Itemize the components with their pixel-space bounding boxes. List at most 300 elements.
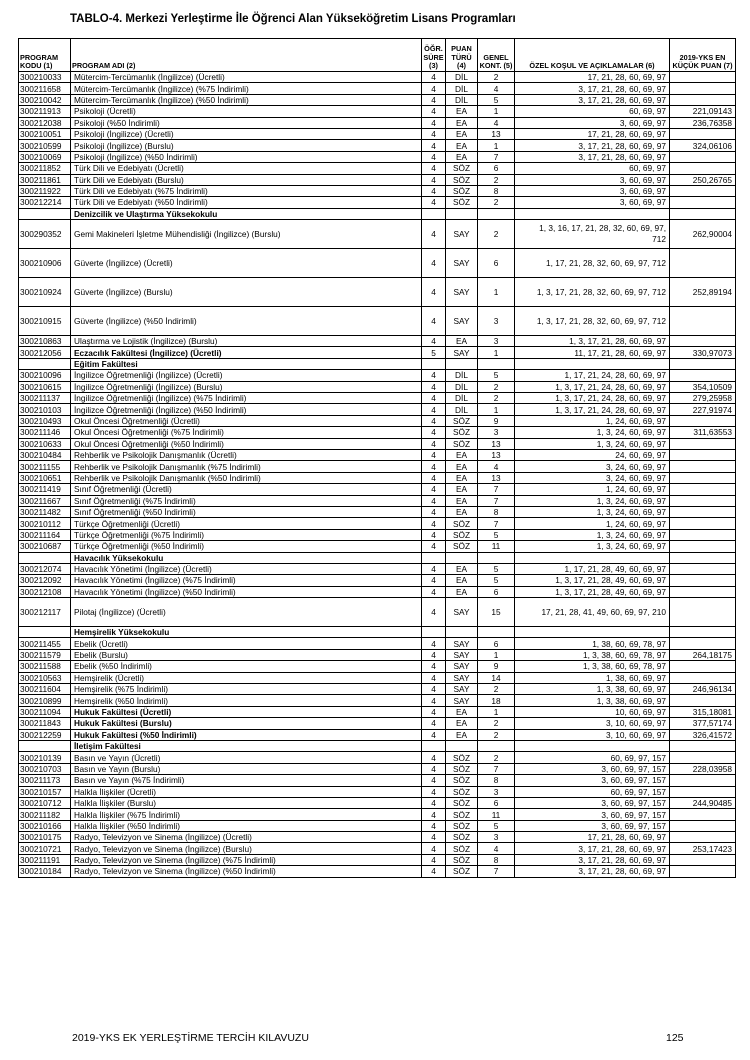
program-min-score: 227,91974 xyxy=(670,404,736,415)
program-duration: 4 xyxy=(422,484,446,495)
program-min-score xyxy=(670,529,736,540)
program-conditions: 60, 69, 97 xyxy=(515,106,670,117)
header-conditions: ÖZEL KOŞUL VE AÇIKLAMALAR (6) xyxy=(515,39,670,72)
program-code: 300210924 xyxy=(19,278,71,307)
section-code-cell xyxy=(19,358,71,369)
table-row xyxy=(19,672,736,683)
program-duration: 4 xyxy=(422,117,446,128)
section-code-cell xyxy=(19,627,71,638)
program-duration: 4 xyxy=(422,472,446,483)
program-duration: 4 xyxy=(422,151,446,162)
section-row xyxy=(19,208,736,219)
program-score-type: SAY xyxy=(446,249,478,278)
program-name: Sınıf Öğretmenliği (%50 İndirimli) xyxy=(71,506,422,517)
program-conditions: 1, 24, 60, 69, 97 xyxy=(515,484,670,495)
program-min-score: 354,10509 xyxy=(670,381,736,392)
program-score-type: SÖZ xyxy=(446,775,478,786)
program-score-type: SÖZ xyxy=(446,541,478,552)
program-duration: 4 xyxy=(422,393,446,404)
program-min-score xyxy=(670,661,736,672)
program-code: 300210899 xyxy=(19,695,71,706)
program-name: Gemi Makineleri İşletme Mühendisliği (İngilizce) (Burslu) xyxy=(71,220,422,249)
program-score-type: SAY xyxy=(446,347,478,358)
program-min-score: 252,89194 xyxy=(670,278,736,307)
table-row xyxy=(19,307,736,336)
program-quota: 4 xyxy=(478,461,515,472)
program-code: 300210703 xyxy=(19,763,71,774)
section-empty-cell xyxy=(515,208,670,219)
header-min-score: 2019-YKS EN KÜÇÜK PUAN (7) xyxy=(670,39,736,72)
program-conditions: 1, 24, 60, 69, 97 xyxy=(515,518,670,529)
program-duration: 4 xyxy=(422,404,446,415)
program-quota: 4 xyxy=(478,83,515,94)
program-min-score: 264,18175 xyxy=(670,649,736,660)
table-row xyxy=(19,752,736,763)
table-row xyxy=(19,495,736,506)
program-min-score xyxy=(670,197,736,208)
program-score-type: SÖZ xyxy=(446,809,478,820)
program-quota: 7 xyxy=(478,495,515,506)
program-score-type: SAY xyxy=(446,307,478,336)
table-row xyxy=(19,151,736,162)
table-row xyxy=(19,472,736,483)
table-row xyxy=(19,729,736,740)
program-quota: 5 xyxy=(478,820,515,831)
program-name: Ebelik (Burslu) xyxy=(71,649,422,660)
program-min-score xyxy=(670,586,736,597)
program-quota: 2 xyxy=(478,381,515,392)
program-score-type: SÖZ xyxy=(446,174,478,185)
program-quota: 5 xyxy=(478,370,515,381)
program-quota: 1 xyxy=(478,347,515,358)
program-score-type: SÖZ xyxy=(446,163,478,174)
program-min-score: 315,18081 xyxy=(670,706,736,717)
program-code: 300212117 xyxy=(19,598,71,627)
program-quota: 7 xyxy=(478,151,515,162)
program-duration: 4 xyxy=(422,278,446,307)
program-conditions-line1: 1, 3, 16, 17, 21, 28, 32, 60, 69, 97, xyxy=(539,223,666,234)
program-conditions: 1, 3, 24, 60, 69, 97 xyxy=(515,438,670,449)
program-score-type: SÖZ xyxy=(446,185,478,196)
program-quota: 7 xyxy=(478,484,515,495)
table-row xyxy=(19,415,736,426)
program-name: Radyo, Televizyon ve Sinema (İngilizce) (%75 İndirimli) xyxy=(71,854,422,865)
program-score-type: SAY xyxy=(446,661,478,672)
table-row xyxy=(19,370,736,381)
program-conditions: 1, 17, 21, 28, 49, 60, 69, 97 xyxy=(515,563,670,574)
program-duration: 4 xyxy=(422,575,446,586)
program-name: Havacılık Yönetimi (İngilizce) (Ücretli) xyxy=(71,563,422,574)
program-duration: 4 xyxy=(422,797,446,808)
program-code: 300212259 xyxy=(19,729,71,740)
program-min-score: 324,06106 xyxy=(670,140,736,151)
program-name: Türk Dili ve Edebiyatı (Ücretli) xyxy=(71,163,422,174)
program-duration: 5 xyxy=(422,347,446,358)
program-code: 300210042 xyxy=(19,94,71,105)
program-code: 300211146 xyxy=(19,427,71,438)
program-quota: 3 xyxy=(478,307,515,336)
program-quota: 8 xyxy=(478,854,515,865)
program-quota: 5 xyxy=(478,529,515,540)
program-name: Mütercim-Tercümanlık (İngilizce) (Ücretli) xyxy=(71,72,422,83)
table-row xyxy=(19,575,736,586)
program-quota: 11 xyxy=(478,809,515,820)
program-code: 300211419 xyxy=(19,484,71,495)
program-score-type: EA xyxy=(446,472,478,483)
program-conditions: 3, 60, 69, 97, 157 xyxy=(515,797,670,808)
program-name: Okul Öncesi Öğretmenliği (%50 İndirimli) xyxy=(71,438,422,449)
program-quota: 1 xyxy=(478,278,515,307)
table-row xyxy=(19,381,736,392)
program-conditions: 1, 38, 60, 69, 78, 97 xyxy=(515,638,670,649)
program-code: 300210721 xyxy=(19,843,71,854)
program-score-type: SAY xyxy=(446,684,478,695)
program-score-type: SAY xyxy=(446,672,478,683)
program-name: Halkla İlişkiler (%75 İndirimli) xyxy=(71,809,422,820)
program-quota: 1 xyxy=(478,140,515,151)
program-conditions: 3, 60, 69, 97, 157 xyxy=(515,763,670,774)
program-score-type: EA xyxy=(446,563,478,574)
program-score-type: EA xyxy=(446,106,478,117)
program-score-type: DİL xyxy=(446,404,478,415)
program-code: 300211604 xyxy=(19,684,71,695)
program-score-type: SÖZ xyxy=(446,854,478,865)
program-code: 300290352 xyxy=(19,220,71,249)
program-min-score xyxy=(670,438,736,449)
program-duration: 4 xyxy=(422,832,446,843)
program-conditions: 3, 60, 69, 97, 157 xyxy=(515,775,670,786)
program-min-score xyxy=(670,94,736,105)
program-code: 300212108 xyxy=(19,586,71,597)
program-code: 300211852 xyxy=(19,163,71,174)
table-row xyxy=(19,94,736,105)
program-score-type: SAY xyxy=(446,278,478,307)
program-min-score xyxy=(670,775,736,786)
program-duration: 4 xyxy=(422,752,446,763)
program-duration: 4 xyxy=(422,843,446,854)
program-name: İngilizce Öğretmenliği (İngilizce) (%75 İndirimli) xyxy=(71,393,422,404)
program-min-score xyxy=(670,449,736,460)
program-conditions: 17, 21, 28, 60, 69, 97 xyxy=(515,128,670,139)
table-row xyxy=(19,638,736,649)
program-score-type: DİL xyxy=(446,72,478,83)
section-row xyxy=(19,552,736,563)
program-score-type: EA xyxy=(446,336,478,347)
program-min-score xyxy=(670,854,736,865)
program-name: Türkçe Öğretmenliği (Ücretli) xyxy=(71,518,422,529)
program-duration: 4 xyxy=(422,695,446,706)
program-conditions: 3, 10, 60, 69, 97 xyxy=(515,718,670,729)
program-code: 300210633 xyxy=(19,438,71,449)
program-duration: 4 xyxy=(422,185,446,196)
program-score-type: DİL xyxy=(446,370,478,381)
program-quota: 4 xyxy=(478,117,515,128)
program-conditions: 1, 3, 24, 60, 69, 97 xyxy=(515,529,670,540)
program-conditions: 1, 3, 17, 21, 28, 49, 60, 69, 97 xyxy=(515,575,670,586)
program-min-score xyxy=(670,163,736,174)
program-score-type: EA xyxy=(446,495,478,506)
program-name: Okul Öncesi Öğretmenliği (Ücretli) xyxy=(71,415,422,426)
program-duration: 4 xyxy=(422,461,446,472)
table-row xyxy=(19,461,736,472)
section-empty-cell xyxy=(515,552,670,563)
section-empty-cell xyxy=(422,552,446,563)
program-score-type: EA xyxy=(446,117,478,128)
program-min-score xyxy=(670,495,736,506)
section-empty-cell xyxy=(670,552,736,563)
program-conditions: 1, 3, 17, 21, 24, 28, 60, 69, 97 xyxy=(515,404,670,415)
program-code: 300211667 xyxy=(19,495,71,506)
program-code: 300211455 xyxy=(19,638,71,649)
program-score-type: DİL xyxy=(446,83,478,94)
program-code: 300210051 xyxy=(19,128,71,139)
program-duration: 4 xyxy=(422,763,446,774)
program-min-score: 326,41572 xyxy=(670,729,736,740)
program-score-type: SÖZ xyxy=(446,832,478,843)
program-name: Havacılık Yönetimi (İngilizce) (%50 İndirimli) xyxy=(71,586,422,597)
program-code: 300211191 xyxy=(19,854,71,865)
header-row xyxy=(19,39,736,72)
program-score-type: EA xyxy=(446,128,478,139)
program-name: Rehberlik ve Psikolojik Danışmanlık (Ücretli) xyxy=(71,449,422,460)
program-min-score: 262,90004 xyxy=(670,220,736,249)
table-row xyxy=(19,563,736,574)
program-min-score xyxy=(670,575,736,586)
program-code: 300210484 xyxy=(19,449,71,460)
program-code: 300211913 xyxy=(19,106,71,117)
program-code: 300210863 xyxy=(19,336,71,347)
program-conditions: 3, 17, 21, 28, 60, 69, 97 xyxy=(515,866,670,877)
program-quota: 1 xyxy=(478,649,515,660)
program-duration: 4 xyxy=(422,128,446,139)
table-row xyxy=(19,220,736,249)
program-conditions: 3, 60, 69, 97 xyxy=(515,174,670,185)
program-duration: 4 xyxy=(422,854,446,865)
section-empty-cell xyxy=(670,208,736,219)
table-row xyxy=(19,506,736,517)
program-conditions: 3, 24, 60, 69, 97 xyxy=(515,472,670,483)
section-empty-cell xyxy=(422,358,446,369)
program-quota: 9 xyxy=(478,415,515,426)
section-empty-cell xyxy=(478,627,515,638)
program-conditions: 1, 3, 38, 60, 69, 78, 97 xyxy=(515,661,670,672)
program-conditions: 1, 3, 17, 21, 28, 49, 60, 69, 97 xyxy=(515,586,670,597)
program-conditions: 1, 3, 38, 60, 69, 78, 97 xyxy=(515,649,670,660)
table-row xyxy=(19,820,736,831)
program-min-score xyxy=(670,752,736,763)
program-quota: 3 xyxy=(478,832,515,843)
table-row xyxy=(19,854,736,865)
table-row xyxy=(19,438,736,449)
program-duration: 4 xyxy=(422,307,446,336)
program-conditions: 1, 24, 60, 69, 97 xyxy=(515,415,670,426)
program-name: Pilotaj (İngilizce) (Ücretli) xyxy=(71,598,422,627)
program-name: Basın ve Yayın (%75 İndirimli) xyxy=(71,775,422,786)
program-quota: 3 xyxy=(478,336,515,347)
program-code: 300210615 xyxy=(19,381,71,392)
table-row xyxy=(19,598,736,627)
program-conditions: 3, 10, 60, 69, 97 xyxy=(515,729,670,740)
program-min-score xyxy=(670,484,736,495)
table-row xyxy=(19,83,736,94)
program-code: 300211482 xyxy=(19,506,71,517)
program-name: Güverte (İngilizce) (Ücretli) xyxy=(71,249,422,278)
program-min-score xyxy=(670,370,736,381)
program-conditions: 17, 21, 28, 60, 69, 97 xyxy=(515,832,670,843)
program-code: 300210184 xyxy=(19,866,71,877)
program-duration: 4 xyxy=(422,249,446,278)
program-min-score: 253,17423 xyxy=(670,843,736,854)
program-quota: 6 xyxy=(478,797,515,808)
program-name: Halkla İlişkiler (%50 İndirimli) xyxy=(71,820,422,831)
program-code: 300211843 xyxy=(19,718,71,729)
program-code: 300211658 xyxy=(19,83,71,94)
header-score-type: PUAN TÜRÜ (4) xyxy=(446,39,478,72)
program-duration: 4 xyxy=(422,638,446,649)
program-name: Hemşirelik (Ücretli) xyxy=(71,672,422,683)
program-score-type: SÖZ xyxy=(446,820,478,831)
program-duration: 4 xyxy=(422,438,446,449)
program-quota: 6 xyxy=(478,586,515,597)
program-code: 300210493 xyxy=(19,415,71,426)
section-empty-cell xyxy=(446,358,478,369)
program-name: Hukuk Fakültesi (Ücretli) xyxy=(71,706,422,717)
table-row xyxy=(19,336,736,347)
program-min-score: 311,63553 xyxy=(670,427,736,438)
program-name: Basın ve Yayın (Burslu) xyxy=(71,763,422,774)
program-code: 300210651 xyxy=(19,472,71,483)
program-score-type: EA xyxy=(446,718,478,729)
table-row xyxy=(19,661,736,672)
program-score-type: EA xyxy=(446,461,478,472)
program-conditions: 1, 3, 17, 21, 28, 32, 60, 69, 97, 712 xyxy=(515,307,670,336)
program-duration: 4 xyxy=(422,563,446,574)
program-score-type: EA xyxy=(446,575,478,586)
table-row xyxy=(19,106,736,117)
program-duration: 4 xyxy=(422,518,446,529)
program-score-type: EA xyxy=(446,706,478,717)
program-min-score: 377,57174 xyxy=(670,718,736,729)
program-duration: 4 xyxy=(422,381,446,392)
program-name: Basın ve Yayın (Ücretli) xyxy=(71,752,422,763)
table-row xyxy=(19,72,736,83)
table-row xyxy=(19,393,736,404)
program-name: Psikoloji (%50 İndirimli) xyxy=(71,117,422,128)
program-quota: 1 xyxy=(478,404,515,415)
program-code: 300210103 xyxy=(19,404,71,415)
program-duration: 4 xyxy=(422,506,446,517)
section-empty-cell xyxy=(478,208,515,219)
program-score-type: DİL xyxy=(446,393,478,404)
program-duration: 4 xyxy=(422,684,446,695)
program-duration: 4 xyxy=(422,174,446,185)
program-conditions: 17, 21, 28, 41, 49, 60, 69, 97, 210 xyxy=(515,598,670,627)
program-conditions: 3, 60, 69, 97 xyxy=(515,185,670,196)
table-row xyxy=(19,695,736,706)
program-quota: 2 xyxy=(478,174,515,185)
section-empty-cell xyxy=(422,627,446,638)
program-quota: 2 xyxy=(478,729,515,740)
program-name: Radyo, Televizyon ve Sinema (İngilizce) (Ücretli) xyxy=(71,832,422,843)
program-duration: 4 xyxy=(422,197,446,208)
program-quota: 5 xyxy=(478,94,515,105)
program-conditions: 1, 3, 17, 21, 28, 60, 69, 97 xyxy=(515,336,670,347)
program-score-type: EA xyxy=(446,484,478,495)
table-row xyxy=(19,586,736,597)
program-conditions-line2: 712 xyxy=(652,234,666,245)
section-empty-cell xyxy=(515,358,670,369)
program-name: Radyo, Televizyon ve Sinema (İngilizce) (%50 İndirimli) xyxy=(71,866,422,877)
program-duration: 4 xyxy=(422,336,446,347)
program-quota: 9 xyxy=(478,661,515,672)
program-code: 300211588 xyxy=(19,661,71,672)
program-min-score: 246,96134 xyxy=(670,684,736,695)
section-row xyxy=(19,740,736,751)
program-code: 300210069 xyxy=(19,151,71,162)
program-score-type: SÖZ xyxy=(446,197,478,208)
program-min-score xyxy=(670,638,736,649)
table-row xyxy=(19,518,736,529)
section-title: Eğitim Fakültesi xyxy=(71,358,422,369)
program-name: Rehberlik ve Psikolojik Danışmanlık (%50 İndirimli) xyxy=(71,472,422,483)
program-score-type: SÖZ xyxy=(446,786,478,797)
program-conditions: 3, 17, 21, 28, 60, 69, 97 xyxy=(515,94,670,105)
program-conditions: 3, 60, 69, 97 xyxy=(515,117,670,128)
program-name: Psikoloji (Ücretli) xyxy=(71,106,422,117)
program-min-score xyxy=(670,415,736,426)
program-score-type: SÖZ xyxy=(446,752,478,763)
program-name: Mütercim-Tercümanlık (İngilizce) (%50 İndirimli) xyxy=(71,94,422,105)
program-duration: 4 xyxy=(422,820,446,831)
program-min-score xyxy=(670,336,736,347)
program-name: Güverte (İngilizce) (Burslu) xyxy=(71,278,422,307)
program-name: Türkçe Öğretmenliği (%50 İndirimli) xyxy=(71,541,422,552)
program-conditions: 10, 60, 69, 97 xyxy=(515,706,670,717)
program-name: Sınıf Öğretmenliği (%75 İndirimli) xyxy=(71,495,422,506)
program-quota: 4 xyxy=(478,843,515,854)
program-score-type: EA xyxy=(446,449,478,460)
program-conditions: 3, 17, 21, 28, 60, 69, 97 xyxy=(515,151,670,162)
program-name: Psikoloji (İngilizce) (%50 İndirimli) xyxy=(71,151,422,162)
programs-table xyxy=(18,38,736,878)
program-quota: 2 xyxy=(478,718,515,729)
program-code: 300210687 xyxy=(19,541,71,552)
program-score-type: DİL xyxy=(446,94,478,105)
table-row xyxy=(19,449,736,460)
program-code: 300211094 xyxy=(19,706,71,717)
table-row xyxy=(19,197,736,208)
program-name: Okul Öncesi Öğretmenliği (%75 İndirimli) xyxy=(71,427,422,438)
program-duration: 4 xyxy=(422,541,446,552)
table-row xyxy=(19,832,736,843)
program-duration: 4 xyxy=(422,83,446,94)
program-conditions: 3, 17, 21, 28, 60, 69, 97 xyxy=(515,83,670,94)
section-empty-cell xyxy=(478,740,515,751)
program-conditions: 1, 3, 38, 60, 69, 97 xyxy=(515,695,670,706)
program-quota: 18 xyxy=(478,695,515,706)
program-min-score xyxy=(670,866,736,877)
program-duration: 4 xyxy=(422,866,446,877)
program-quota: 6 xyxy=(478,638,515,649)
program-quota: 7 xyxy=(478,763,515,774)
program-min-score: 236,76358 xyxy=(670,117,736,128)
table-row xyxy=(19,185,736,196)
program-quota: 5 xyxy=(478,563,515,574)
program-score-type: SÖZ xyxy=(446,797,478,808)
program-code: 300212056 xyxy=(19,347,71,358)
program-code: 300210712 xyxy=(19,797,71,808)
program-name: Türk Dili ve Edebiyatı (Burslu) xyxy=(71,174,422,185)
